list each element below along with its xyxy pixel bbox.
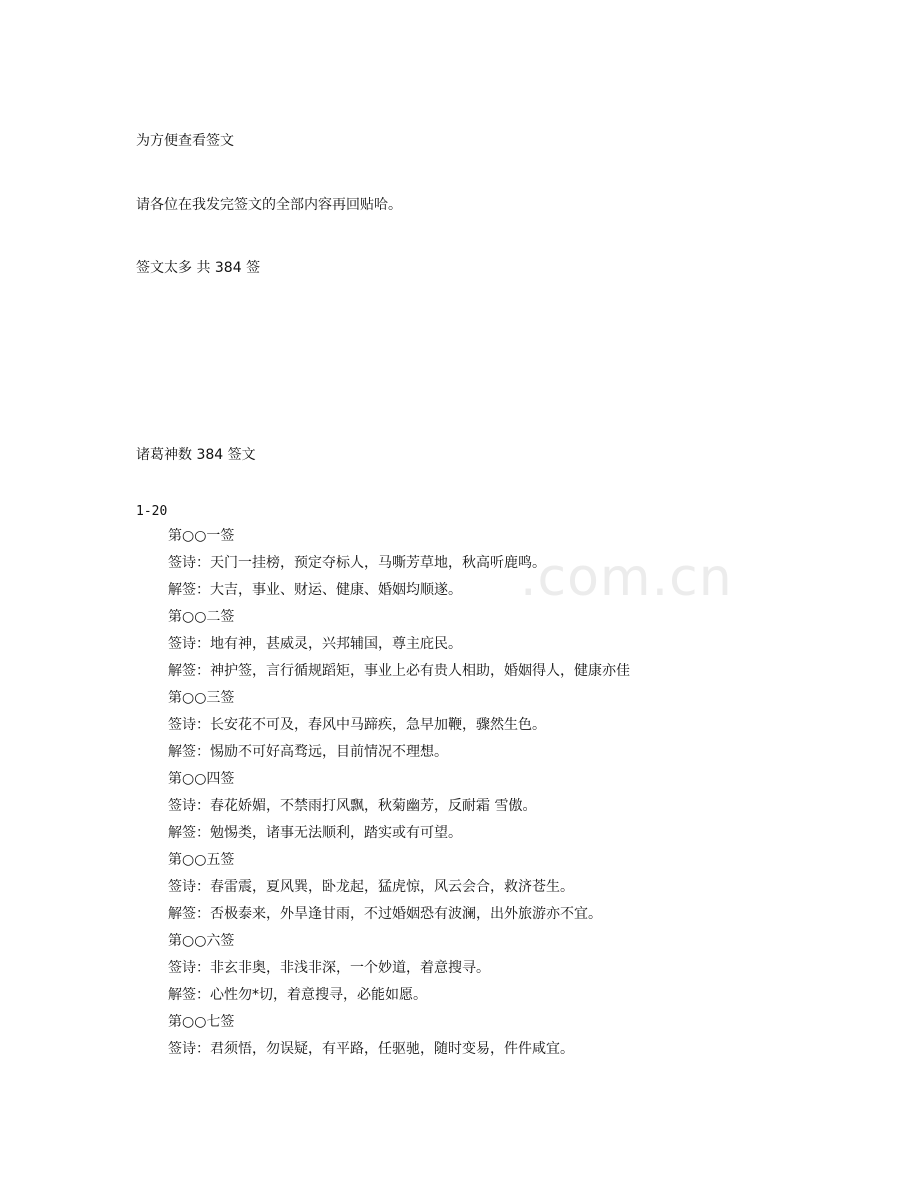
entries-list [168, 526, 630, 1066]
entry-interpretation-5: 解签：否极泰来，外旱逢甘雨，不过婚姻恐有波澜，出外旅游亦不宜。 [168, 906, 602, 922]
entry-poem-1: 签诗：天门一挂榜，预定夺标人，马嘶芳草地，秋高听鹿鸣。 [168, 555, 546, 571]
entry-heading-5: 第○○五签 [168, 852, 235, 868]
entry-interpretation-3: 解签：惕励不可好高骛远，目前情况不理想。 [168, 744, 448, 760]
entry-heading-1: 第○○一签 [168, 528, 235, 544]
intro-line-3: 签文太多 共 384 签 [136, 260, 261, 276]
entry-heading-7: 第○○七签 [168, 1014, 235, 1030]
entry-poem-4: 签诗：春花娇媚，不禁雨打风飘，秋菊幽芳，反耐霜 雪傲。 [168, 798, 537, 814]
intro-line-1: 为方便查看签文 [136, 133, 234, 149]
entry-heading-6: 第○○六签 [168, 933, 235, 949]
entry-interpretation-1: 解签：大吉，事业、财运、健康、婚姻均顺遂。 [168, 582, 462, 598]
entry-heading-2: 第○○二签 [168, 609, 235, 625]
entry-poem-6: 签诗：非玄非奥，非浅非深，一个妙道，着意搜寻。 [168, 960, 490, 976]
watermark: .com.cn [520, 548, 733, 608]
entry-interpretation-2: 解签：神护签，言行循规蹈矩，事业上必有贵人相助，婚姻得人，健康亦佳 [168, 663, 630, 679]
entry-interpretation-4: 解签：勉惕类，诸事无法顺利，踏实或有可望。 [168, 825, 462, 841]
entry-poem-2: 签诗：地有神，甚威灵，兴邦辅国，尊主庇民。 [168, 636, 462, 652]
entry-interpretation-6: 解签：心性勿*切，着意搜寻，必能如愿。 [168, 987, 427, 1003]
entry-poem-3: 签诗：长安花不可及，春风中马蹄疾，急早加鞭，骤然生色。 [168, 717, 546, 733]
entry-heading-4: 第○○四签 [168, 771, 235, 787]
section-title: 诸葛神数 384 签文 [136, 447, 256, 463]
range-label: 1-20 [136, 504, 168, 519]
entry-poem-7: 签诗：君须悟，勿误疑，有平路，任驱驰，随时变易，件件咸宜。 [168, 1041, 574, 1057]
entry-heading-3: 第○○三签 [168, 690, 235, 706]
intro-line-2: 请各位在我发完签文的全部内容再回贴哈。 [136, 197, 402, 213]
entry-poem-5: 签诗：春雷震，夏风巽，卧龙起，猛虎惊，风云会合，救济苍生。 [168, 879, 574, 895]
